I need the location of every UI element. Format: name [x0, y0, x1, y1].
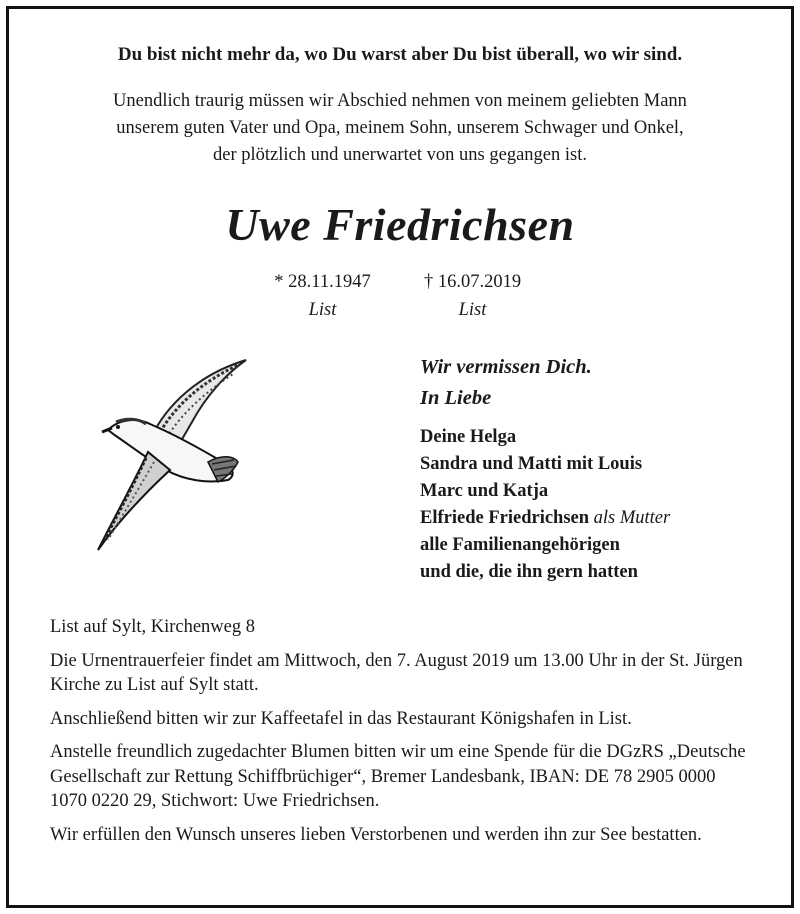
ceremony-text: Die Urnentrauerfeier findet am Mittwoch, den 7. August 2019 um 13.00 Uhr in der St. Jürgen Kirche zu List auf Sylt statt.: [50, 650, 743, 695]
mourner-name: Marc und Katja: [420, 481, 549, 501]
death-place: List: [458, 300, 487, 320]
mourner-name: Elfriede Friedrichsen: [420, 508, 590, 528]
intro-line-2: unserem guten Vater und Opa, meinem Sohn, unserem Schwager und Onkel,: [116, 118, 684, 138]
intro-text: [0, 88, 800, 169]
details-block: [50, 615, 755, 856]
seagull-icon: [88, 352, 253, 557]
motto-line: Du bist nicht mehr da, wo Du warst aber Du bist überall, wo wir sind.: [117, 44, 683, 65]
birth-place: List: [308, 300, 337, 320]
mourner-name: und die, die ihn gern hatten: [420, 562, 638, 582]
birth-info: [265, 268, 380, 324]
miss-you-line: Wir vermissen Dich.: [420, 356, 592, 378]
intro-line-1: Unendlich traurig müssen wir Abschied nehmen von meinem geliebten Mann: [113, 91, 687, 111]
in-love-line: In Liebe: [420, 387, 492, 409]
mother-note: als Mutter: [593, 508, 671, 528]
intro-line-3: der plötzlich und unerwartet von uns gegangen ist.: [212, 145, 587, 165]
burial-text: Wir erfüllen den Wunsch unseres lieben Verstorbenen und werden ihn zur See bestatten.: [50, 824, 702, 845]
mourner-name: alle Familienangehörigen: [420, 535, 620, 555]
death-date: † 16.07.2019: [423, 272, 522, 292]
death-info: [415, 268, 530, 324]
address-text: List auf Sylt, Kirchenweg 8: [50, 617, 255, 637]
mourner-name: Sandra und Matti mit Louis: [420, 454, 643, 474]
donation-text: Anstelle freundlich zugedachter Blumen bitten wir um eine Spende für die DGzRS „Deutsche Gesellschaft zur Rettung Schiffbrüchiger“, Bremer Landesbank, IBAN: DE 78 2905 0000 1070 0220 29, Stichwort: Uwe Friedrichsen.: [50, 742, 746, 811]
deceased-name: Uwe Friedrichsen: [225, 199, 575, 250]
reception-text: Anschließend bitten wir zur Kaffeetafel in das Restaurant Königshafen in List.: [50, 708, 632, 729]
mourner-name: Deine Helga: [420, 427, 517, 447]
mourner-mother-row: [420, 505, 670, 532]
mourners-block: [420, 352, 670, 586]
birth-date: * 28.11.1947: [274, 272, 371, 292]
